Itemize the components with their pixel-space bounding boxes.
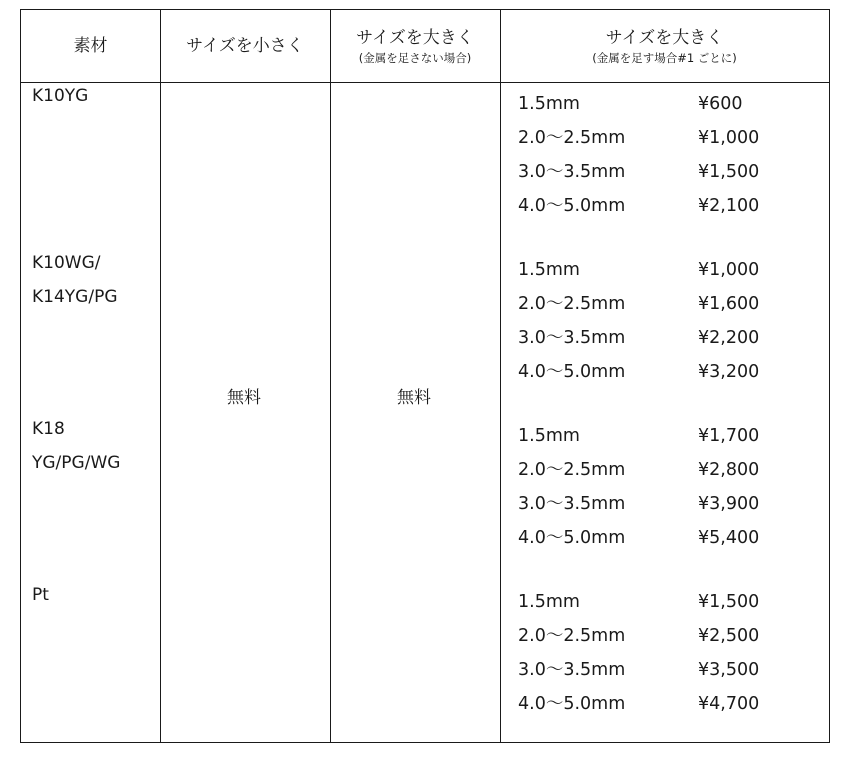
price-value: ¥1,700 <box>698 426 760 446</box>
material-line: YG/PG/WG <box>32 453 121 473</box>
price-value: ¥1,500 <box>698 162 760 182</box>
price-row <box>518 419 788 453</box>
header-larger-add-metal <box>500 10 829 82</box>
size-value: 4.0〜5.0mm <box>518 694 626 714</box>
header-larger-no-metal-note: (金属を足さない場合) <box>358 50 472 65</box>
size-value: 4.0〜5.0mm <box>518 528 626 548</box>
price-row <box>518 121 788 155</box>
size-value: 4.0〜5.0mm <box>518 362 626 382</box>
price-row <box>518 253 788 287</box>
size-value: 3.0〜3.5mm <box>518 660 626 680</box>
header-material-label: 素材 <box>73 36 108 56</box>
material-k18 <box>32 412 120 480</box>
price-row <box>518 155 788 189</box>
header-larger-add-metal-label: サイズを大きく <box>605 27 724 48</box>
material-pt <box>32 578 49 612</box>
price-value: ¥1,600 <box>698 294 760 314</box>
header-divider <box>21 82 829 83</box>
price-row <box>518 585 788 619</box>
smaller-fee: 無料 <box>227 388 261 408</box>
price-value: ¥2,800 <box>698 460 760 480</box>
size-value: 1.5mm <box>518 592 580 612</box>
size-value: 2.0〜2.5mm <box>518 460 626 480</box>
price-row <box>518 189 788 223</box>
size-value: 4.0〜5.0mm <box>518 196 626 216</box>
price-value: ¥1,000 <box>698 128 760 148</box>
price-row <box>518 687 788 721</box>
header-material <box>21 10 160 82</box>
price-value: ¥1,500 <box>698 592 760 612</box>
size-value: 2.0〜2.5mm <box>518 626 626 646</box>
price-value: ¥5,400 <box>698 528 760 548</box>
material-line: K10YG <box>32 86 89 106</box>
price-value: ¥3,200 <box>698 362 760 382</box>
price-value: ¥2,100 <box>698 196 760 216</box>
price-value: ¥3,500 <box>698 660 760 680</box>
price-row <box>518 619 788 653</box>
header-larger-add-metal-note: (金属を足す場合#1 ごとに) <box>592 50 737 65</box>
size-value: 3.0〜3.5mm <box>518 328 626 348</box>
price-row <box>518 453 788 487</box>
column-divider <box>330 10 331 742</box>
price-row <box>518 355 788 389</box>
material-line: K18 <box>32 419 65 439</box>
size-value: 1.5mm <box>518 94 580 114</box>
price-row <box>518 287 788 321</box>
column-divider <box>500 10 501 742</box>
price-row <box>518 653 788 687</box>
header-larger-no-metal-label: サイズを大きく <box>356 27 474 48</box>
size-value: 1.5mm <box>518 260 580 280</box>
header-larger-no-metal <box>330 10 500 82</box>
material-k10wg-k14yg <box>32 246 118 314</box>
material-k10yg <box>32 79 88 113</box>
price-value: ¥600 <box>698 94 743 114</box>
size-value: 1.5mm <box>518 426 580 446</box>
column-divider <box>160 10 161 742</box>
price-value: ¥4,700 <box>698 694 760 714</box>
size-value: 2.0〜2.5mm <box>518 128 626 148</box>
price-row <box>518 521 788 555</box>
size-value: 3.0〜3.5mm <box>518 162 626 182</box>
size-value: 3.0〜3.5mm <box>518 494 626 514</box>
price-value: ¥2,200 <box>698 328 760 348</box>
material-line: Pt <box>32 585 49 605</box>
price-row <box>518 321 788 355</box>
larger-no-metal-fee: 無料 <box>397 388 431 408</box>
header-smaller <box>160 10 330 82</box>
price-value: ¥1,000 <box>698 260 760 280</box>
material-line: K14YG/PG <box>32 287 118 307</box>
size-value: 2.0〜2.5mm <box>518 294 626 314</box>
price-value: ¥3,900 <box>698 494 760 514</box>
material-line: K10WG/ <box>32 253 101 273</box>
price-row <box>518 87 788 121</box>
price-value: ¥2,500 <box>698 626 760 646</box>
price-row <box>518 487 788 521</box>
header-smaller-label: サイズを小さく <box>186 36 304 56</box>
